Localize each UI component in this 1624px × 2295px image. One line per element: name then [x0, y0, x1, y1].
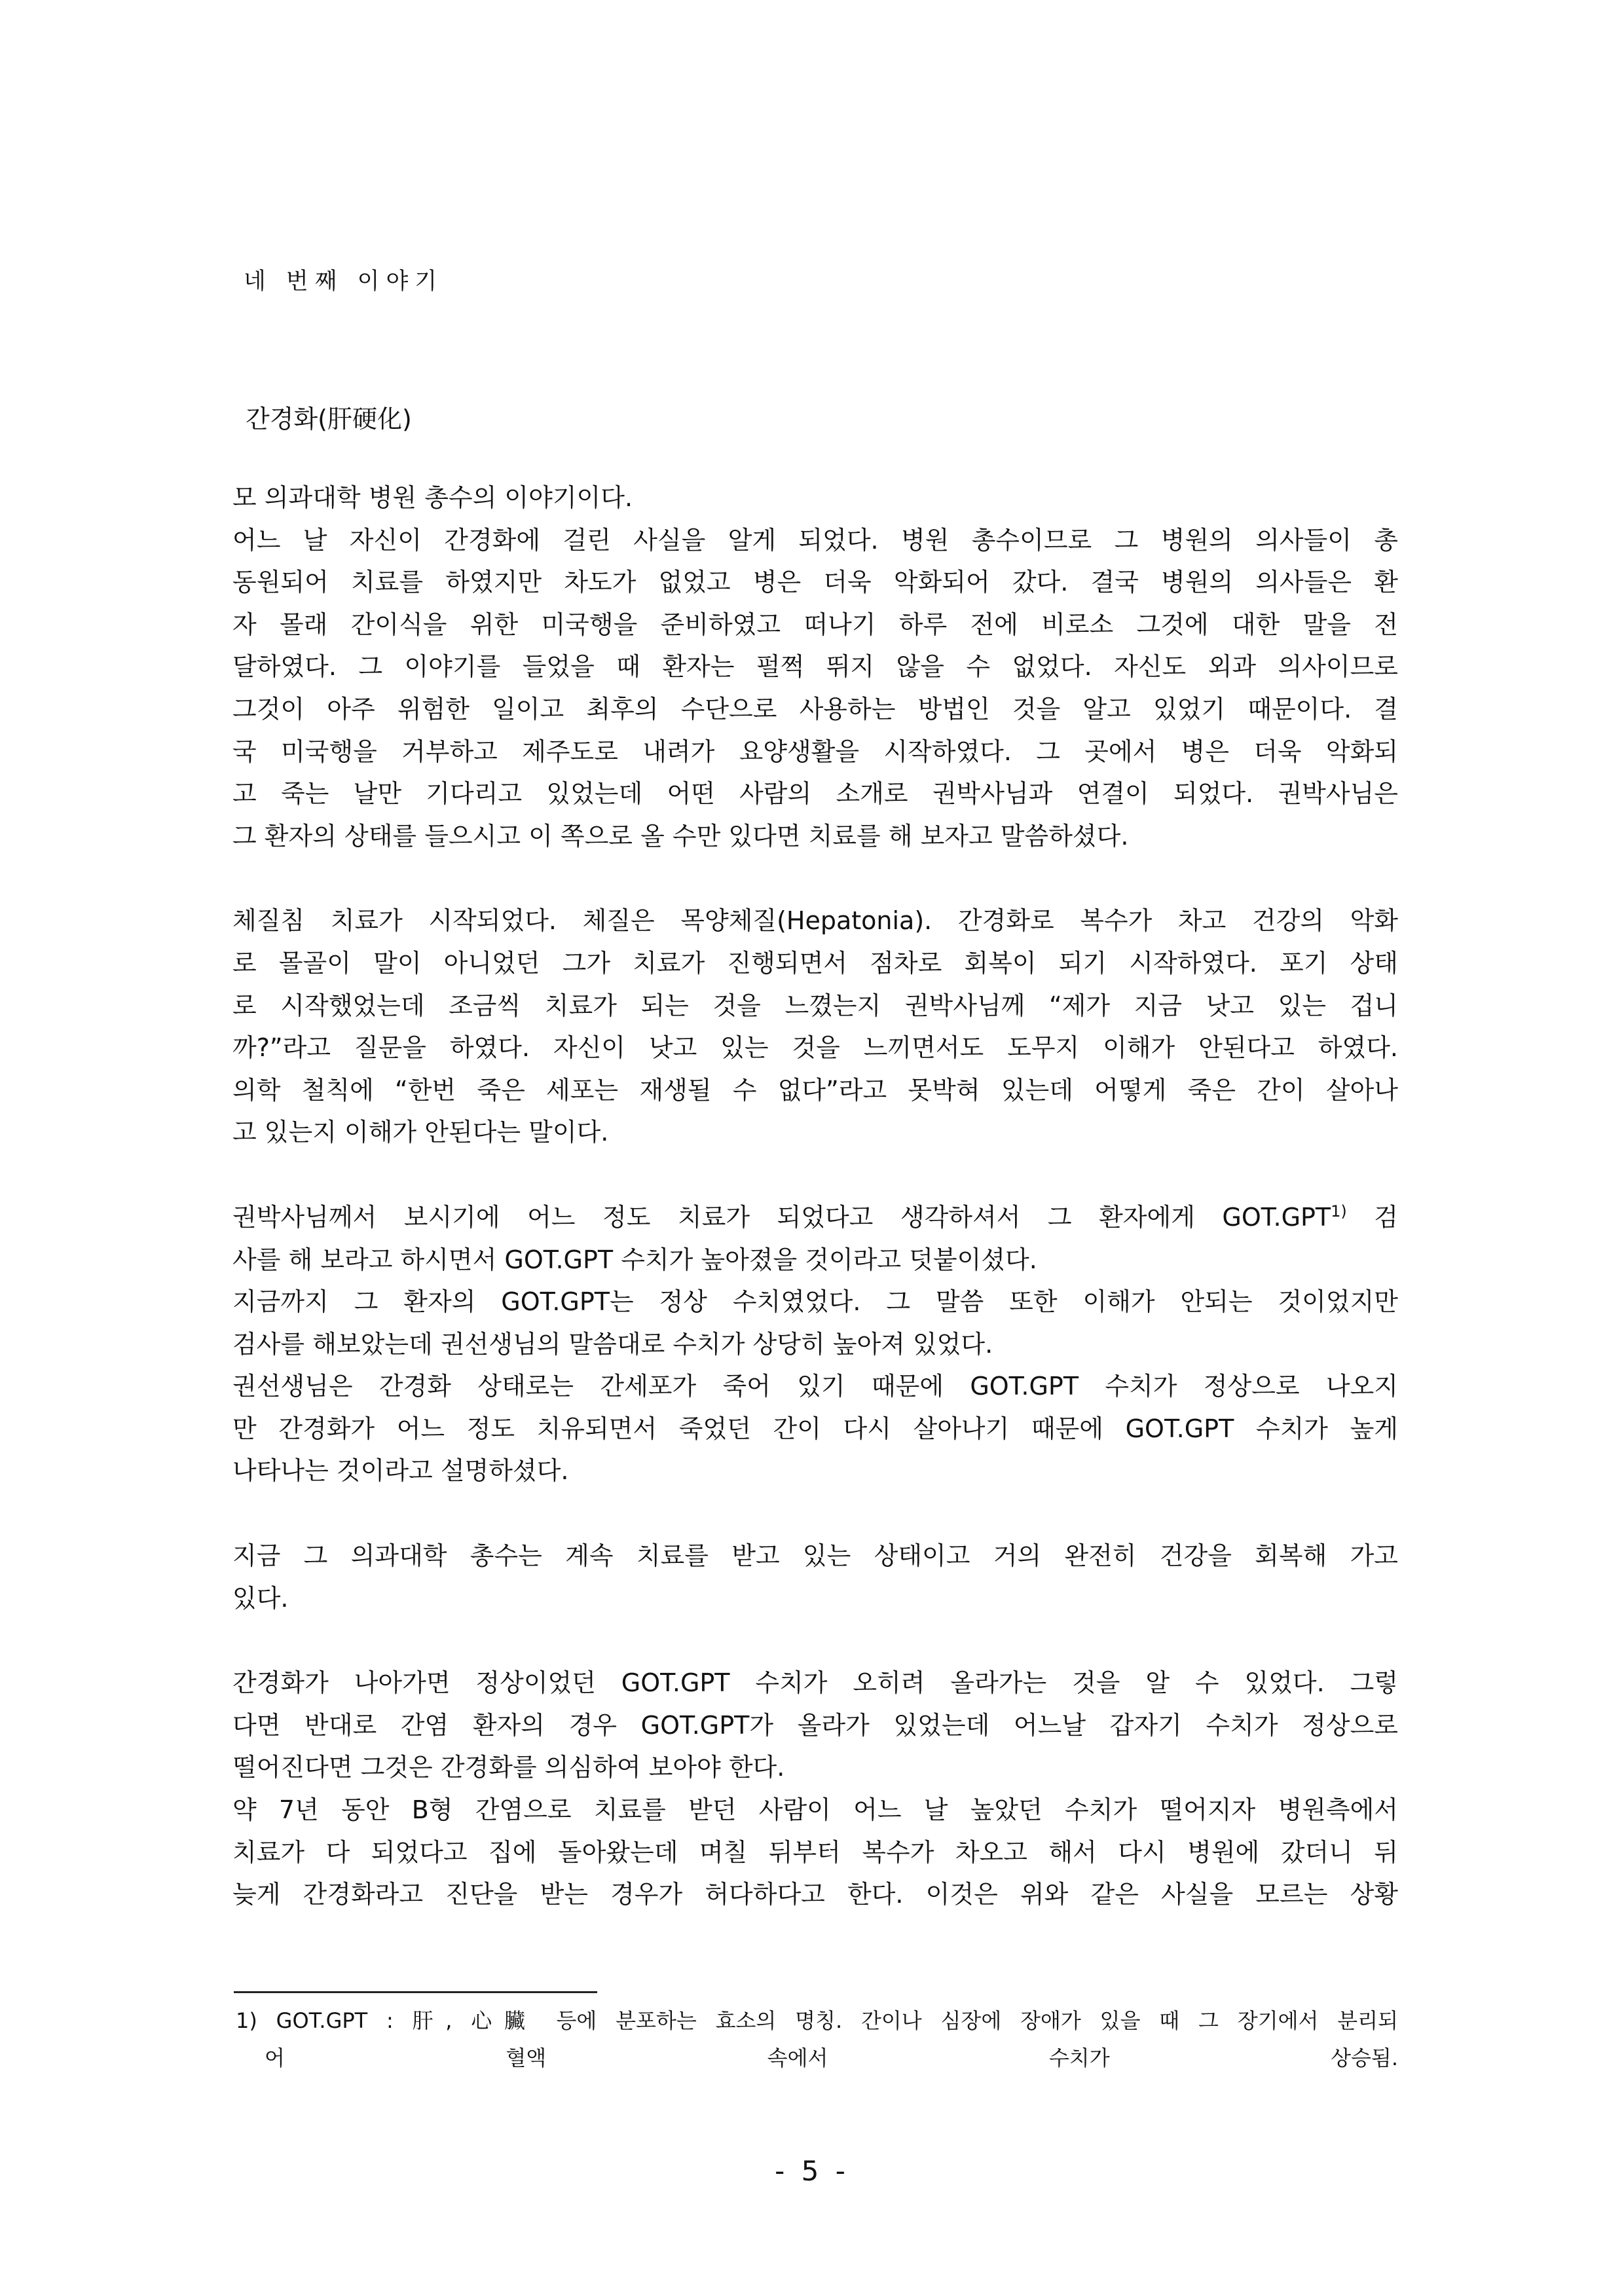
text-line: 만 간경화가 어느 정도 치유되면서 죽었던 간이 다시 살아나기 때문에 GOT.GPT 수치가 높게 — [232, 1414, 1398, 1443]
paragraph — [232, 1365, 1398, 1492]
text-line: 간경화가 나아가면 정상이었던 GOT.GPT 수치가 오히려 올라가는 것을 알 수 있었다. 그렇 — [232, 1668, 1398, 1698]
text-line: 모 의과대학 병원 총수의 이야기이다. — [232, 483, 633, 512]
text-run: 권박사님께서 보시기에 어느 정도 치료가 되었다고 생각하셔서 그 환자에게 GOT.GPT — [232, 1202, 1331, 1232]
text-line: 그 환자의 상태를 들으시고 이 쪽으로 올 수만 있다면 치료를 해 보자고 말씀하셨다. — [232, 821, 1129, 851]
paragraph-gap — [232, 1619, 1398, 1662]
text-line: 약 7년 동안 B형 간염으로 치료를 받던 사람이 어느 날 높았던 수치가 떨어지자 병원측에서 — [232, 1795, 1398, 1825]
paragraph — [232, 1662, 1398, 1789]
text-line: 로 몰골이 말이 아니었던 그가 치료가 진행되면서 점차로 회복이 되기 시작하였다. 포기 상태 — [232, 948, 1398, 978]
text-line: 달하였다. 그 이야기를 들었을 때 환자는 펄쩍 뛰지 않을 수 없었다. 자신도 외과 의사이므로 — [232, 652, 1398, 682]
text-line — [232, 1196, 1398, 1239]
text-line: 있다. — [232, 1583, 289, 1613]
text-line: 로 시작했었는데 조금씩 치료가 되는 것을 느꼈는지 권박사님께 “제가 지금 낫고 있는 겁니 — [232, 991, 1398, 1020]
text-line: 동원되어 치료를 하였지만 차도가 없었고 병은 더욱 악화되어 갔다. 결국 병원의 의사들은 환 — [232, 568, 1398, 597]
text-line: 권선생님은 간경화 상태로는 간세포가 죽어 있기 때문에 GOT.GPT 수치가 정상으로 나오지 — [232, 1372, 1398, 1401]
text-line: 다면 반대로 간염 환자의 경우 GOT.GPT가 올라가 있었는데 어느날 갑자기 수치가 정상으로 — [232, 1710, 1398, 1740]
paragraph-gap — [232, 1492, 1398, 1535]
text-run: 검 — [1346, 1202, 1399, 1232]
text-line: 고 죽는 날만 기다리고 있었는데 어떤 사람의 소개로 권박사님과 연결이 되었다. 권박사님은 — [232, 779, 1398, 809]
paragraph — [232, 1281, 1398, 1365]
paragraph — [232, 1196, 1398, 1281]
text-line: 나타나는 것이라고 설명하셨다. — [232, 1456, 569, 1486]
footnote-line: 1) GOT.GPT : 肝, 心臟 등에 분포하는 효소의 명칭. 간이나 심장에 장애가 있을 때 그 장기에서 분리되 — [236, 2008, 1398, 2033]
footnote — [236, 2002, 1398, 2077]
footnote-separator — [234, 1991, 597, 1993]
text-line: 검사를 해보았는데 권선생님의 말씀대로 수치가 상당히 높아져 있었다. — [232, 1329, 993, 1359]
text-line: 까?”라고 질문을 하였다. 자신이 낫고 있는 것을 느끼면서도 도무지 이해가 안된다고 하였다. — [232, 1033, 1398, 1063]
footnote-reference[interactable]: 1) — [1331, 1202, 1347, 1221]
text-line: 자 몰래 간이식을 위한 미국행을 준비하였고 떠나기 하루 전에 비로소 그것에 대한 말을 전 — [232, 610, 1398, 639]
paragraph — [232, 1789, 1398, 1916]
paragraph-gap — [232, 1154, 1398, 1196]
body-text — [232, 477, 1398, 1916]
page-number: - 5 - — [775, 2155, 849, 2187]
text-line: 고 있는지 이해가 안된다는 말이다. — [232, 1118, 609, 1147]
text-line: 체질침 치료가 시작되었다. 체질은 목양체질(Hepatonia). 간경화로 복수가 차고 건강의 악화 — [232, 906, 1398, 936]
text-line: 의학 철칙에 “한번 죽은 세포는 재생될 수 없다”라고 못박혀 있는데 어떻게 죽은 간이 살아나 — [232, 1075, 1398, 1105]
text-line: 치료가 다 되었다고 집에 돌아왔는데 며칠 뒤부터 복수가 차오고 해서 다시 병원에 갔더니 뒤 — [232, 1837, 1398, 1867]
paragraph — [232, 1535, 1398, 1619]
text-line: 어느 날 자신이 간경화에 걸린 사실을 알게 되었다. 병원 총수이므로 그 병원의 의사들이 총 — [232, 525, 1398, 555]
paragraph-gap — [232, 857, 1398, 900]
text-line: 국 미국행을 거부하고 제주도로 내려가 요양생활을 시작하였다. 그 곳에서 병은 더욱 악화되 — [232, 737, 1398, 766]
paragraph — [232, 477, 1398, 519]
chapter-heading: 네 번째 이야기 — [244, 268, 444, 295]
text-line: 늦게 간경화라고 진단을 받는 경우가 허다하다고 한다. 이것은 위와 같은 사실을 모르는 상황 — [232, 1880, 1398, 1909]
paragraph — [232, 519, 1398, 858]
footnote-line: 어 혈액 속에서 수치가 상승됨. — [265, 2046, 1398, 2070]
text-line: 지금까지 그 환자의 GOT.GPT는 정상 수치였었다. 그 말씀 또한 이해가 안되는 것이었지만 — [232, 1287, 1398, 1317]
text-line: 사를 해 보라고 하시면서 GOT.GPT 수치가 높아졌을 것이라고 덧붙이셨다. — [232, 1245, 1037, 1274]
section-title: 간경화(肝硬化) — [246, 405, 412, 433]
text-line: 떨어진다면 그것은 간경화를 의심하여 보아야 한다. — [232, 1753, 785, 1782]
paragraph — [232, 900, 1398, 1154]
text-line: 그것이 아주 위험한 일이고 최후의 수단으로 사용하는 방법인 것을 알고 있었기 때문이다. 결 — [232, 694, 1398, 724]
text-line: 지금 그 의과대학 총수는 계속 치료를 받고 있는 상태이고 거의 완전히 건강을 회복해 가고 — [232, 1541, 1398, 1571]
